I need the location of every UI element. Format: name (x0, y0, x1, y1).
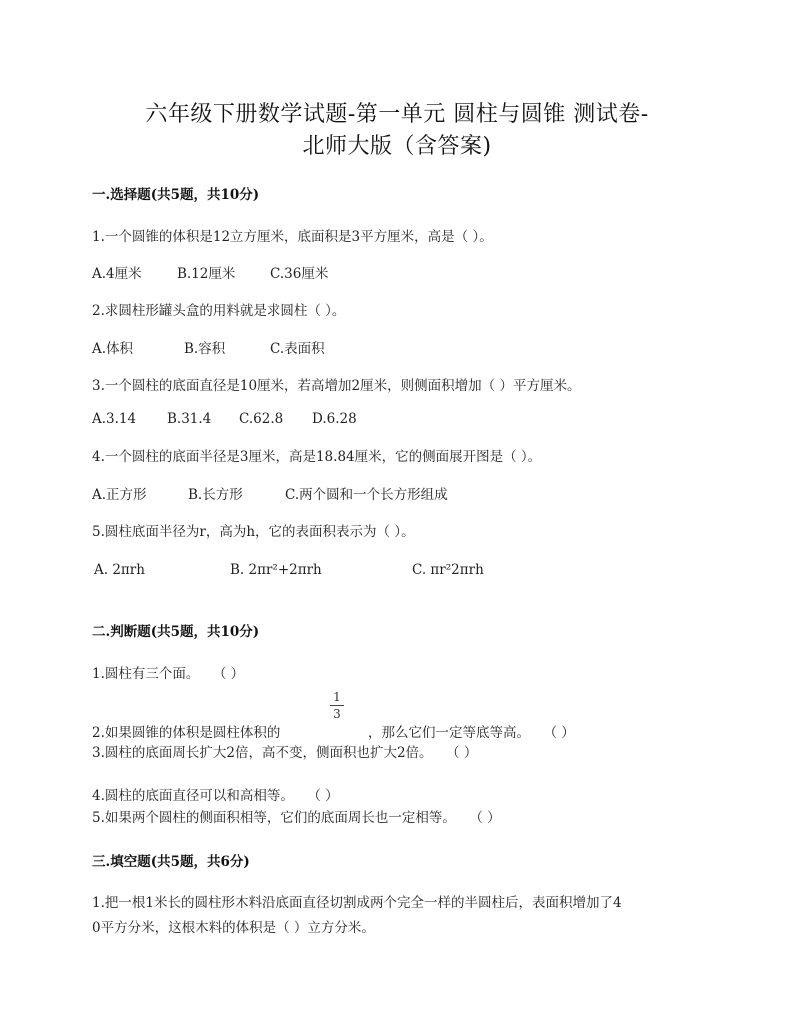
page-title-line1: 六年级下册数学试题-第一单元 圆柱与圆锥 测试卷- (145, 102, 649, 127)
fraction-numerator: 1 (333, 690, 341, 704)
option-b[interactable]: B. 2πr²+2πrh (230, 562, 322, 578)
section-heading-choice: 一.选择题(共5题，共10分) (92, 187, 260, 203)
option-row (92, 262, 328, 282)
question-text: 5.圆柱底面半径为r，高为h，它的表面积表示为（ ）。 (92, 524, 415, 540)
option-a[interactable]: A.正方形 (92, 487, 147, 503)
question-text: 3.一个圆柱的底面直径是10厘米，若高增加2厘米，则侧面积增加（ ）平方厘米。 (92, 378, 581, 394)
question-text: 1.一个圆锥的体积是12立方厘米，底面积是3平方厘米，高是（ ）。 (92, 229, 493, 245)
option-row (92, 483, 448, 503)
option-a[interactable]: A. 2πrh (94, 562, 145, 578)
question-text: 3.圆柱的底面周长扩大2倍，高不变，侧面积也扩大2倍。 （ ） (92, 745, 478, 761)
option-a[interactable]: A.3.14 (92, 411, 137, 427)
section-heading-fill: 三.填空题(共5题，共6分) (92, 854, 250, 870)
option-b[interactable]: B.容积 (184, 341, 226, 357)
option-c[interactable]: C.62.8 (239, 411, 284, 427)
option-d[interactable]: D.6.28 (312, 411, 357, 427)
question-text: 0平方分米，这根木料的体积是（ ）立方分米。 (92, 920, 375, 936)
question-text: 2.求圆柱形罐头盒的用料就是求圆柱（ ）。 (92, 303, 346, 319)
page-title-line2: 北师大版（含答案) (302, 134, 492, 159)
option-row (92, 411, 357, 427)
option-b[interactable]: B.12厘米 (177, 266, 236, 282)
question-text-after: ，那么它们一定等底等高。 （ ） (368, 725, 575, 741)
option-a[interactable]: A.体积 (92, 341, 134, 357)
option-c[interactable]: C.36厘米 (270, 266, 329, 282)
fraction-bar (330, 705, 344, 706)
fraction-denominator: 3 (333, 707, 341, 721)
question-text-before: 2.如果圆锥的体积是圆柱体积的 (92, 725, 281, 741)
option-b[interactable]: B.长方形 (188, 487, 243, 503)
option-c[interactable]: C.两个圆和一个长方形组成 (285, 487, 448, 503)
question-text: 5.如果两个圆柱的侧面积相等，它们的底面周长也一定相等。 （ ） (92, 810, 501, 826)
fraction-one-third (330, 690, 344, 721)
option-c[interactable]: C. πr²2πrh (412, 562, 484, 578)
option-a[interactable]: A.4厘米 (92, 266, 142, 282)
option-b[interactable]: B.31.4 (167, 411, 212, 427)
option-c[interactable]: C.表面积 (270, 341, 325, 357)
question-text: 4.一个圆柱的底面半径是3厘米，高是18.84厘米，它的侧面展开图是（ ）。 (92, 449, 542, 465)
option-row (92, 337, 325, 357)
option-row (94, 562, 484, 578)
question-text: 1.把一根1米长的圆柱形木料沿底面直径切割成两个完全一样的半圆柱后，表面积增加了4 (92, 895, 622, 911)
section-heading-judge: 二.判断题(共5题，共10分) (92, 624, 260, 640)
question-text: 1.圆柱有三个面。 （ ） (92, 666, 245, 682)
question-text: 4.圆柱的底面直径可以和高相等。 （ ） (92, 788, 339, 804)
